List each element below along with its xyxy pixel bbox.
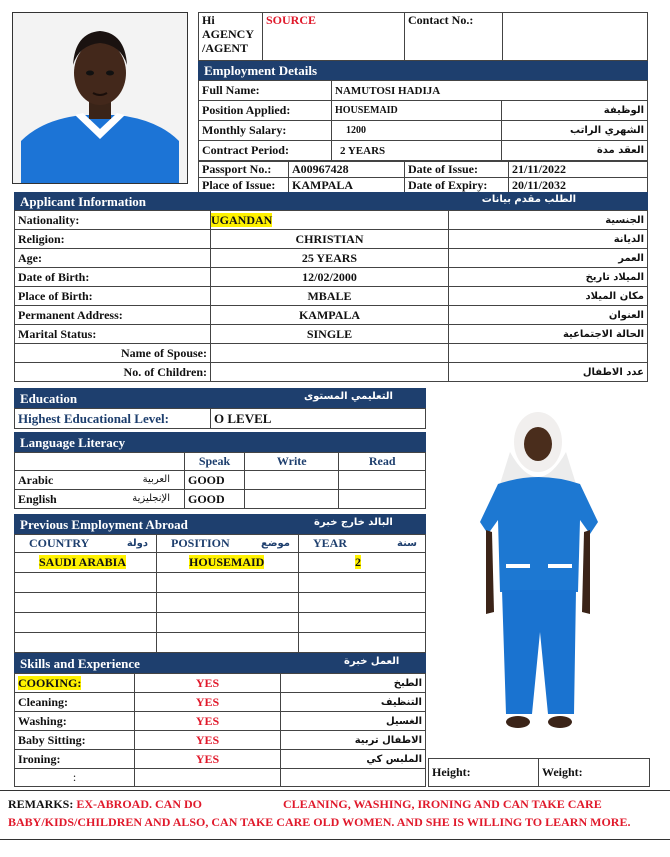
language-col-header: Read [339, 453, 426, 471]
skill-row-blank [15, 769, 426, 787]
skill-label-cell [15, 712, 135, 731]
position-ar: الوظيفة [502, 101, 648, 121]
skill-blank-ar [281, 769, 426, 787]
issue-date-value: 21/11/2022 [509, 162, 648, 178]
applicant-label-ar: الحالة الاجتماعية [449, 325, 648, 344]
education-level-label: Highest Educational Level: [15, 409, 211, 429]
previous-year [299, 553, 426, 573]
language-name-ar: العربية [142, 474, 170, 485]
applicant-value [211, 268, 449, 287]
header-table [198, 12, 648, 61]
applicant-value-text: MBALE [307, 288, 352, 303]
applicant-label-ar: الديانة [449, 230, 648, 249]
passport-label: Passport No.: [199, 162, 289, 178]
applicant-label: Permanent Address: [15, 306, 211, 325]
children-row [15, 363, 648, 382]
skill-row [15, 731, 426, 750]
skill-label-ar: التنظيف [281, 693, 426, 712]
applicant-row [15, 211, 648, 230]
salary-label: Monthly Salary: [199, 121, 332, 141]
previous-col-header [157, 535, 299, 553]
agency-label: Hi AGENCY /AGENT [199, 13, 263, 61]
contact-label: Contact No.: [405, 13, 503, 61]
applicant-label-ar: مكان الميلاد [449, 287, 648, 306]
salary-value: 1200 [332, 121, 502, 141]
language-write [245, 490, 339, 509]
issue-place-label: Place of Issue: [199, 178, 289, 194]
applicant-label: Date of Birth: [15, 268, 211, 287]
contract-value: 2 YEARS [332, 141, 502, 161]
language-name: English [18, 491, 57, 506]
previous-row [15, 633, 426, 653]
applicant-row [15, 325, 648, 344]
applicant-label-ar: العنوان [449, 306, 648, 325]
previous-country [15, 593, 157, 613]
previous-position [157, 613, 299, 633]
contract-label: Contract Period: [199, 141, 332, 161]
skill-row [15, 674, 426, 693]
full-body-image [430, 392, 650, 752]
previous-col-en: YEAR [313, 536, 348, 550]
education-title-ar: التعليمي المستوى [304, 391, 393, 402]
skill-label-ar: الغسيل [281, 712, 426, 731]
applicant-label: Age: [15, 249, 211, 268]
contract-ar: العقد مدة [502, 141, 648, 161]
applicant-value-text: KAMPALA [298, 307, 361, 322]
previous-country [15, 613, 157, 633]
previous-header-row [15, 535, 426, 553]
skill-blank-value [135, 769, 281, 787]
spouse-row [15, 344, 648, 363]
applicant-label: Religion: [15, 230, 211, 249]
spouse-label: Name of Spouse: [15, 344, 211, 363]
previous-position-text: HOUSEMAID [189, 555, 265, 569]
skill-label-cell [15, 693, 135, 712]
skills-title: Skills and Experience [20, 656, 140, 671]
passport-value: A00967428 [289, 162, 405, 178]
issue-place-value: KAMPALA [289, 178, 405, 194]
full-body-photo [430, 392, 650, 752]
skill-blank-label: : [15, 769, 135, 787]
applicant-value [211, 325, 449, 344]
skill-label-cell [15, 750, 135, 769]
previous-position [157, 633, 299, 653]
previous-year [299, 633, 426, 653]
language-row [15, 471, 426, 490]
previous-table [14, 534, 426, 653]
language-speak: GOOD [185, 490, 245, 509]
applicant-label: Marital Status: [15, 325, 211, 344]
previous-col-ar: سنة [397, 538, 417, 549]
applicant-label: Nationality: [15, 211, 211, 230]
applicant-label-ar: الميلاد تاريخ [449, 268, 648, 287]
expiry-label: Date of Expiry: [405, 178, 509, 194]
previous-year [299, 613, 426, 633]
previous-header [14, 514, 426, 534]
language-header: Language Literacy [14, 432, 426, 452]
skill-label: COOKING: [18, 675, 82, 690]
skill-label-cell [15, 731, 135, 750]
previous-title: Previous Employment Abroad [20, 517, 188, 532]
applicant-row [15, 306, 648, 325]
language-name: Arabic [18, 472, 54, 487]
source-label: SOURCE [263, 13, 405, 61]
language-name-cell [15, 490, 185, 509]
contact-value [503, 13, 648, 61]
previous-row [15, 553, 426, 573]
previous-title-ar: البالد خارج خبرة [314, 517, 393, 528]
position-label: Position Applied: [199, 101, 332, 121]
previous-col-ar: دولة [126, 538, 148, 549]
employment-header: Employment Details [198, 61, 648, 80]
applicant-value [211, 211, 449, 230]
applicant-label-ar: الجنسية [449, 211, 648, 230]
skill-value: YES [135, 731, 281, 750]
skill-label: Cleaning: [18, 694, 69, 709]
skills-table [14, 673, 426, 787]
applicant-value [211, 306, 449, 325]
skills-header [14, 653, 426, 673]
spouse-ar [449, 344, 648, 363]
portrait-photo [12, 12, 188, 184]
remarks-line1b: CLEANING, WASHING, IRONING AND CAN TAKE CARE [283, 797, 602, 811]
weight-label: Weight: [539, 759, 650, 787]
applicant-row [15, 230, 648, 249]
previous-country [15, 633, 157, 653]
skill-row [15, 712, 426, 731]
skill-label: Ironing: [18, 751, 61, 766]
language-write [245, 471, 339, 490]
previous-col-en: COUNTRY [29, 536, 90, 550]
skill-label: Washing: [18, 713, 67, 728]
portrait-image [13, 13, 187, 183]
education-title: Education [20, 391, 78, 406]
language-speak: GOOD [185, 471, 245, 490]
previous-row [15, 613, 426, 633]
language-name-cell [15, 471, 185, 490]
language-read [339, 471, 426, 490]
language-col-header: Write [245, 453, 339, 471]
spouse-value [211, 344, 449, 363]
previous-row [15, 593, 426, 613]
previous-row [15, 573, 426, 593]
language-read [339, 490, 426, 509]
previous-country [15, 573, 157, 593]
full-name-value: NAMUTOSI HADIJA [332, 81, 648, 101]
passport-table [198, 161, 648, 194]
education-level-value: O LEVEL [211, 409, 426, 429]
remarks-line2: BABY/KIDS/CHILDREN AND ALSO, CAN TAKE CARE OLD WOMEN. AND SHE IS WILLING TO LEARN MORE. [8, 815, 631, 829]
skill-label: Baby Sitting: [18, 732, 86, 747]
previous-col-ar: موضع [261, 538, 290, 549]
remarks-line1a: EX-ABROAD. CAN DO [76, 797, 203, 811]
applicant-row [15, 268, 648, 287]
applicant-label: Place of Birth: [15, 287, 211, 306]
language-col-header: Speak [185, 453, 245, 471]
applicant-title-ar: الطلب مقدم بيانات [481, 194, 576, 205]
full-name-label: Full Name: [199, 81, 332, 101]
height-label: Height: [429, 759, 539, 787]
previous-country [15, 553, 157, 573]
children-ar: عدد الاطفال [449, 363, 648, 382]
previous-year [299, 593, 426, 613]
skill-row [15, 750, 426, 769]
salary-ar: الشهري الراتب [502, 121, 648, 141]
applicant-table [14, 210, 648, 382]
applicant-value [211, 249, 449, 268]
applicant-value-text: SINGLE [306, 326, 353, 341]
previous-year [299, 573, 426, 593]
skill-value: YES [135, 712, 281, 731]
previous-country-text: SAUDI ARABIA [39, 555, 127, 569]
previous-col-header [15, 535, 157, 553]
children-label: No. of Children: [15, 363, 211, 382]
skill-label-ar: الطبخ [281, 674, 426, 693]
applicant-value-text: 25 YEARS [301, 250, 358, 265]
skill-label-cell [15, 674, 135, 693]
applicant-value [211, 230, 449, 249]
skill-label-ar: الملبس كي [281, 750, 426, 769]
children-value [211, 363, 449, 382]
previous-position [157, 593, 299, 613]
skill-value: YES [135, 674, 281, 693]
applicant-row [15, 287, 648, 306]
language-table [14, 452, 426, 509]
skills-title-ar: العمل خبرة [344, 656, 400, 667]
previous-position [157, 573, 299, 593]
applicant-value-text: CHRISTIAN [295, 231, 364, 246]
language-header-row [15, 453, 426, 471]
applicant-title: Applicant Information [20, 194, 147, 209]
position-value: HOUSEMAID [332, 101, 502, 121]
previous-col-header [299, 535, 426, 553]
skill-row [15, 693, 426, 712]
previous-year-text: 2 [355, 555, 361, 569]
remarks-box [0, 790, 670, 840]
language-blank [15, 453, 185, 471]
applicant-value-text: 12/02/2000 [302, 269, 357, 284]
applicant-label-ar: العمر [449, 249, 648, 268]
language-name-ar: الإنجليزية [132, 493, 170, 504]
employment-table [198, 80, 648, 161]
expiry-value: 20/11/2032 [509, 178, 648, 194]
skill-value: YES [135, 750, 281, 769]
applicant-header [14, 192, 648, 210]
previous-col-en: POSITION [171, 536, 230, 550]
remarks-label: REMARKS: [8, 797, 74, 811]
applicant-row [15, 249, 648, 268]
skill-label-ar: الاطفال تربية [281, 731, 426, 750]
applicant-value [211, 287, 449, 306]
skill-value: YES [135, 693, 281, 712]
measurements-table [428, 758, 650, 787]
issue-date-label: Date of Issue: [405, 162, 509, 178]
education-header [14, 388, 426, 408]
previous-position [157, 553, 299, 573]
education-table [14, 408, 426, 429]
language-row [15, 490, 426, 509]
applicant-value-text: UGANDAN [211, 212, 273, 227]
